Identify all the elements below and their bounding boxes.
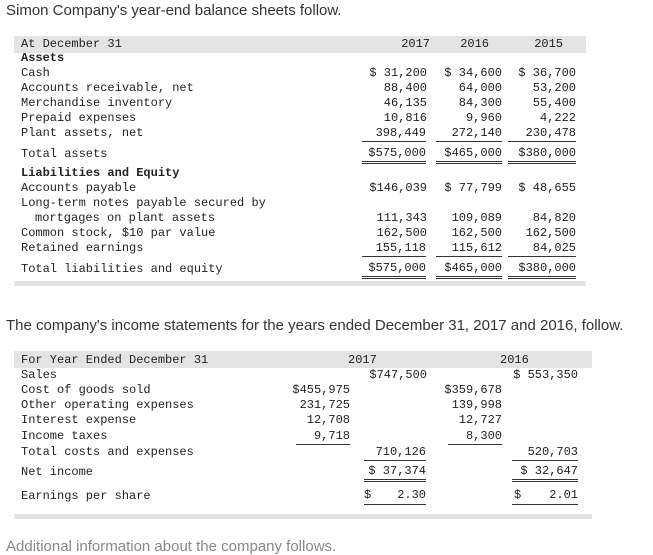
cell-2015: 84,025 <box>508 241 576 257</box>
cell-2017: 162,500 <box>376 226 427 240</box>
row-label: Total assets <box>21 147 108 161</box>
cell-2016: $465,000 <box>436 146 502 162</box>
cell-2016-inner: $359,678 <box>444 383 502 397</box>
cell-2017: $747,500 <box>369 368 427 382</box>
double-rule <box>436 163 502 164</box>
double-rule <box>508 163 576 164</box>
cell-2017-inner: 9,718 <box>296 429 350 445</box>
cell-2015: 53,200 <box>532 81 576 95</box>
row-label: Common stock, $10 par value <box>21 226 216 240</box>
cell-2017-inner: 231,725 <box>299 398 350 412</box>
cell-2016: 272,140 <box>436 126 502 142</box>
double-rule <box>512 481 578 482</box>
double-rule <box>436 278 502 279</box>
cell-2017: $575,000 <box>362 261 426 277</box>
liabilities-heading: Liabilities and Equity <box>21 166 180 180</box>
cell-2016: 64,000 <box>458 81 502 95</box>
cell-2016: $ 553,350 <box>513 368 578 382</box>
row-label: Other operating expenses <box>21 398 194 412</box>
balance-header-label: At December 31 <box>21 37 122 51</box>
row-label: Total costs and expenses <box>21 445 194 459</box>
cell-2016: 520,703 <box>512 445 578 461</box>
row-label: Retained earnings <box>21 241 144 255</box>
cell-2017: 88,400 <box>383 81 427 95</box>
eps-currency-2017: $ <box>364 488 372 502</box>
cell-2017: 398,449 <box>362 126 426 142</box>
cell-2017-inner: 12,708 <box>306 413 350 427</box>
income-year-2016: 2016 <box>500 353 529 367</box>
cell-2015: $ 36,700 <box>518 66 576 80</box>
cell-2015: 4,222 <box>539 111 576 125</box>
row-label: Cash <box>21 66 50 80</box>
income-footer-band <box>14 514 592 519</box>
cell-2015: 84,820 <box>532 211 576 225</box>
cell-2017: $575,000 <box>362 146 426 162</box>
balance-year-2016: 2016 <box>460 37 489 51</box>
cell-2016: 115,612 <box>436 241 502 257</box>
income-year-2017: 2017 <box>348 353 377 367</box>
cell-2015: 55,400 <box>532 96 576 110</box>
cell-2016: $ 32,647 <box>512 464 578 480</box>
row-label: Sales <box>21 368 58 382</box>
row-label: Cost of goods sold <box>21 383 151 397</box>
cell-2016: $ 34,600 <box>444 66 502 80</box>
double-rule <box>364 504 426 505</box>
cell-2015: $ 48,655 <box>518 181 576 195</box>
income-statement-intro: The company's income statements for the years ended December 31, 2017 and 2016, follow. <box>6 317 624 334</box>
row-label: Prepaid expenses <box>21 111 137 125</box>
balance-year-2015: 2015 <box>534 37 563 51</box>
double-rule <box>508 278 576 279</box>
cell-2016-inner: 12,727 <box>458 413 502 427</box>
income-header-label: For Year Ended December 31 <box>21 353 209 367</box>
balance-footer-band <box>14 281 586 286</box>
row-label: Income taxes <box>21 429 108 443</box>
cell-2017: $ 31,200 <box>369 66 427 80</box>
cell-2015: 230,478 <box>508 126 576 142</box>
eps-currency-2016: $ <box>514 488 522 502</box>
cell-2017: 155,118 <box>362 241 426 257</box>
row-label: Plant assets, net <box>21 126 144 140</box>
cell-2016-inner: 139,998 <box>451 398 502 412</box>
cell-2017: $ 37,374 <box>364 464 426 480</box>
row-label: Interest expense <box>21 413 137 427</box>
double-rule <box>362 278 426 279</box>
cell-2016: 109,089 <box>451 211 502 225</box>
cell-2015: $380,000 <box>508 261 576 277</box>
balance-sheet-intro: Simon Company's year-end balance sheets follow. <box>6 2 342 19</box>
balance-year-2017: 2017 <box>401 37 430 51</box>
row-label: Long-term notes payable secured by <box>21 196 266 210</box>
assets-heading: Assets <box>21 51 65 65</box>
cell-2015: $380,000 <box>508 146 576 162</box>
double-rule <box>362 163 426 164</box>
cell-2017-inner: $455,975 <box>292 383 350 397</box>
double-rule <box>512 504 578 505</box>
cell-2016: $465,000 <box>436 261 502 277</box>
cell-2017: 46,135 <box>383 96 427 110</box>
row-label: Net income <box>21 465 94 479</box>
trailing-text: Additional information about the company follows. <box>6 538 337 555</box>
cell-2016: 2.01 <box>549 488 578 502</box>
row-label: Merchandise inventory <box>21 96 173 110</box>
row-label: Accounts payable <box>21 181 137 195</box>
row-label: Accounts receivable, net <box>21 81 194 95</box>
cell-2017: 10,816 <box>383 111 427 125</box>
cell-2017: 111,343 <box>376 211 427 225</box>
cell-2017: 710,126 <box>364 445 426 461</box>
cell-2015: 162,500 <box>525 226 576 240</box>
cell-2016: $ 77,799 <box>444 181 502 195</box>
row-label: mortgages on plant assets <box>35 211 216 225</box>
cell-2017: $146,039 <box>369 181 427 195</box>
cell-2016-inner: 8,300 <box>448 429 502 445</box>
row-label: Total liabilities and equity <box>21 262 223 276</box>
row-label: Earnings per share <box>21 489 151 503</box>
cell-2017: 2.30 <box>397 488 426 502</box>
double-rule <box>364 481 426 482</box>
cell-2016: 9,960 <box>465 111 502 125</box>
cell-2016: 84,300 <box>458 96 502 110</box>
cell-2016: 162,500 <box>451 226 502 240</box>
